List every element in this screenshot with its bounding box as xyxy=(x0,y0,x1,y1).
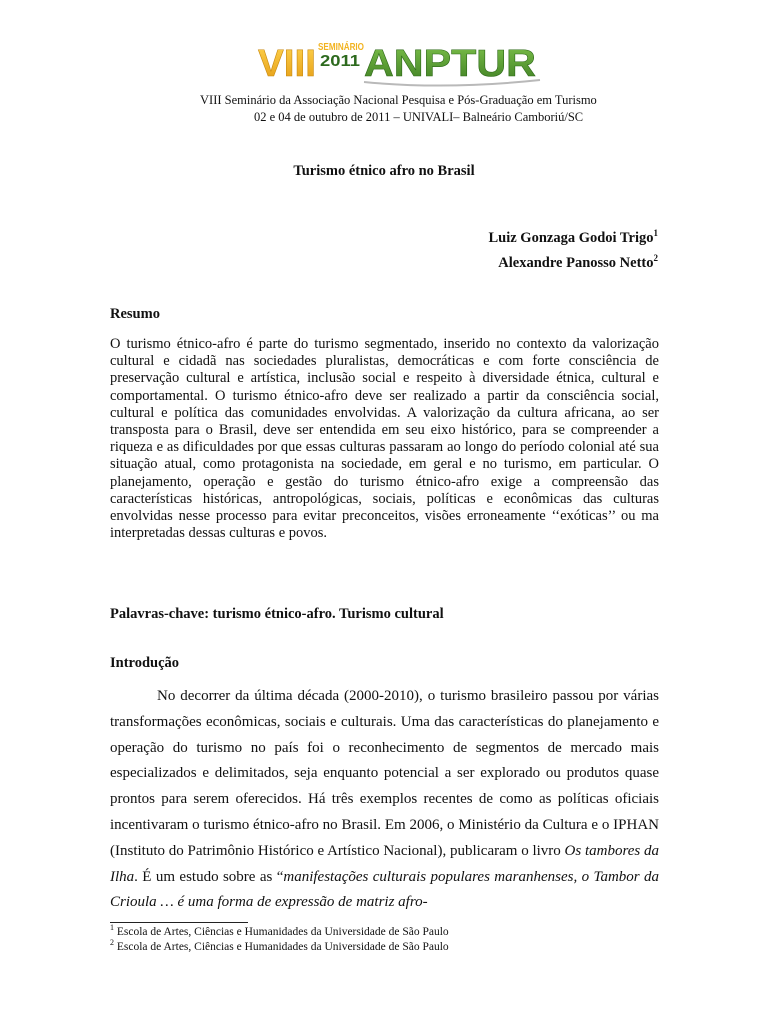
author-2-name: Alexandre Panosso Netto xyxy=(498,255,654,271)
abstract-text: O turismo étnico-afro é parte do turismo segmentado, inserido no contexto da valorização cultural e cidadã nas sociedades pluralistas, democráticas e com forte consciência de preservação cultural e artística, inclusão social e respeito à diversidade étnica, cultural e comportamental. O turismo étnico-afro deve ser realizado a partir da consciência social, cultural e política das comunidades envolvidas. A valorização da cultura africana, ao ser transposta para o Brasil, deve ser entendida em seu eixo histórico, para se compreender a riqueza e as dificuldades por que essas culturas passaram ao longo do período colonial até sua situação atual, como protagonista na sociedade, em geral e no turismo, em particular. O planejamento, operação e gestão do turismo étnico-afro exige a compreensão das características históricas, antropológicas, sociais, políticas e econômicas das culturas envolvidas nesse processo para evitar preconceitos, visões erroneamente ‘‘exóticas’’ ou ma interpretadas dessas culturas e povos. xyxy=(110,336,659,542)
footnote-2-mark: 2 xyxy=(110,938,114,948)
author-1-name: Luiz Gonzaga Godoi Trigo xyxy=(488,230,654,246)
anptur-logo xyxy=(256,36,546,90)
logo-roman: VIII xyxy=(258,43,316,85)
conference-dates: 02 e 04 de outubro de 2011 – UNIVALI– Balneário Camboriú/SC xyxy=(254,110,584,124)
author-1 xyxy=(488,230,658,247)
footnote-1-text: Escola de Artes, Ciências e Humanidades da Universidade de São Paulo xyxy=(114,926,449,938)
logo-year: 2011 xyxy=(320,53,361,70)
book-title: Os tambores da Ilha xyxy=(110,842,660,885)
logo-name: ANPTUR xyxy=(364,43,536,85)
footnote-divider xyxy=(110,922,248,923)
intro-text-1: No decorrer da última década (2000-2010), o turismo brasileiro passou por várias transformações econômicas, sociais e culturais. Uma das características do planejamento e operação do turismo no país foi o reconhecimento de segmentos de mercado mais especializados e delimitados, seja enquanto potencial a ser explorado ou produtos quase prontos para serem oferecidos. Há três exemplos recentes de como as políticas oficiais incentivaram o turismo étnico-afro no Brasil. Em 2006, o Ministério da Cultura e o IPHAN (Instituto do Patrimônio Histórico e Artístico Nacional), publicaram o livro xyxy=(110,688,659,859)
conference-line: VIII Seminário da Associação Nacional Pesquisa e Pós-Graduação em Turismo xyxy=(200,93,597,107)
footnote-1 xyxy=(110,923,449,938)
author-2-note: 2 xyxy=(653,253,658,264)
introduction-heading: Introdução xyxy=(110,655,180,671)
author-2 xyxy=(498,255,658,272)
introduction-paragraph xyxy=(110,684,659,916)
logo-seminario: SEMINÁRIO xyxy=(318,42,375,53)
footnote-1-mark: 1 xyxy=(110,923,114,933)
paper-title: Turismo étnico afro no Brasil xyxy=(293,163,475,179)
intro-text-2: . É um estudo sobre as “ xyxy=(134,868,284,885)
keywords: Palavras-chave: turismo étnico-afro. Turismo cultural xyxy=(110,606,444,622)
footnote-2 xyxy=(110,938,449,953)
author-1-note: 1 xyxy=(653,228,658,239)
intro-quote: manifestações culturais populares maranhenses, o Tambor da Crioula … é uma forma de expressão de matriz afro- xyxy=(110,868,659,911)
footnote-2-text: Escola de Artes, Ciências e Humanidades da Universidade de São Paulo xyxy=(114,941,449,953)
abstract-heading: Resumo xyxy=(110,306,160,322)
